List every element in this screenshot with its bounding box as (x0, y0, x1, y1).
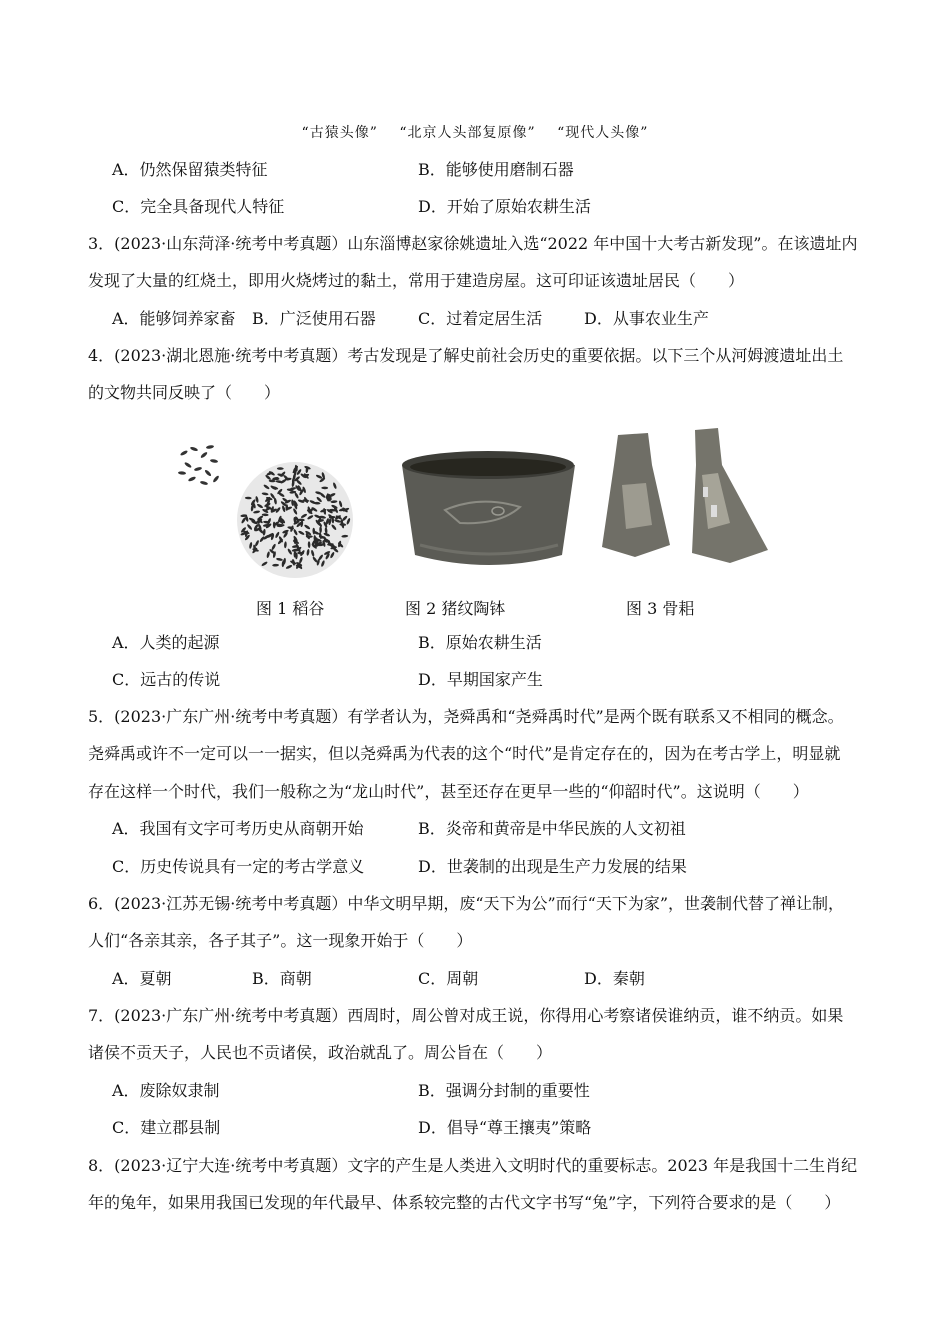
option-b[interactable]: B．能够使用磨制石器 (418, 160, 574, 179)
option-d[interactable]: D．倡导“尊王攘夷”策略 (418, 1118, 592, 1137)
question-5-text-line-3: 存在这样一个时代，我们一般称之为“龙山时代”，甚至还存在更早一些的“仰韶时代”。这说明（ ） (88, 782, 809, 801)
option-b[interactable]: B．商朝 (252, 969, 312, 988)
option-a[interactable]: A．人类的起源 (112, 633, 220, 652)
previous-figure-captions (0, 122, 950, 142)
rice-grains-large-image (237, 462, 353, 578)
option-a[interactable]: A．仍然保留猿类特征 (112, 160, 268, 179)
option-b[interactable]: B．原始农耕生活 (418, 633, 542, 652)
option-d[interactable]: D．早期国家产生 (418, 670, 543, 689)
question-5-text-line-2: 尧舜禹或许不一定可以一一据实，但以尧舜禹为代表的这个“时代”是肯定存在的，因为在考古学上，明显就 (88, 744, 841, 763)
figure-1-caption: 图 1 稻谷 (256, 599, 325, 618)
question-8-text-line-1: 8．(2023·辽宁大连·统考中考真题）文字的产生是人类进入文明时代的重要标志。2023 年是我国十二生肖纪 (88, 1156, 858, 1175)
question-3-text-line-1: 3．(2023·山东菏泽·统考中考真题）山东淄博赵家徐姚遗址入选“2022 年中国十大考古新发现”。在该遗址内 (88, 234, 858, 253)
option-c[interactable]: C．历史传说具有一定的考古学意义 (112, 857, 365, 876)
question-5-text-line-1: 5．(2023·广东广州·统考中考真题）有学者认为，尧舜禹和“尧舜禹时代”是两个既有联系又不相同的概念。 (88, 707, 844, 726)
pig-pattern-pottery-bowl-image (402, 451, 575, 565)
option-c[interactable]: C．完全具备现代人特征 (112, 197, 285, 216)
option-b[interactable]: B．广泛使用石器 (252, 309, 376, 328)
option-a[interactable]: A．我国有文字可考历史从商朝开始 (112, 819, 364, 838)
figure-2-caption: 图 2 猪纹陶钵 (405, 599, 506, 618)
question-3-text-line-2: 发现了大量的红烧土，即用火烧烤过的黏土，常用于建造房屋。这可印证该遗址居民（ ） (88, 271, 745, 290)
bone-spade-image (602, 428, 768, 563)
hemudu-artifacts-figure (170, 425, 790, 585)
option-a[interactable]: A．废除奴隶制 (112, 1081, 220, 1100)
option-a[interactable]: A．夏朝 (112, 969, 172, 988)
option-c[interactable]: C．过着定居生活 (418, 309, 543, 328)
caption-modern-head: “现代人头像” (557, 125, 649, 141)
option-d[interactable]: D．从事农业生产 (584, 309, 709, 328)
option-b[interactable]: B．强调分封制的重要性 (418, 1081, 590, 1100)
question-4-text-line-1: 4．(2023·湖北恩施·统考中考真题）考古发现是了解史前社会历史的重要依据。以下三个从河姆渡遗址出土 (88, 346, 844, 365)
rice-grains-small-image (176, 443, 224, 487)
figure-3-caption: 图 3 骨耜 (626, 599, 695, 618)
option-d[interactable]: D．秦朝 (584, 969, 645, 988)
option-c[interactable]: C．远古的传说 (112, 670, 221, 689)
question-7-text-line-1: 7．(2023·广东广州·统考中考真题）西周时，周公曾对成王说，你得用心考察诸侯谁纳贡，谁不纳贡。如果 (88, 1006, 844, 1025)
option-b[interactable]: B．炎帝和黄帝是中华民族的人文初祖 (418, 819, 686, 838)
option-a[interactable]: A．能够饲养家畜 (112, 309, 236, 328)
question-7-text-line-2: 诸侯不贡天子，人民也不贡诸侯，政治就乱了。周公旨在（ ） (88, 1043, 553, 1062)
option-d[interactable]: D．开始了原始农耕生活 (418, 197, 591, 216)
caption-ape-head: “古猿头像” (301, 125, 378, 141)
option-c[interactable]: C．周朝 (418, 969, 479, 988)
option-c[interactable]: C．建立郡县制 (112, 1118, 221, 1137)
question-8-text-line-2: 年的兔年，如果用我国已发现的年代最早、体系较完整的古代文字书写“兔”字，下列符合要求的是（ ） (88, 1193, 841, 1212)
option-d[interactable]: D．世袭制的出现是生产力发展的结果 (418, 857, 687, 876)
question-6-text-line-2: 人们“各亲其亲，各子其子”。这一现象开始于（ ） (88, 931, 473, 950)
question-4-text-line-2: 的文物共同反映了（ ） (88, 383, 281, 402)
caption-peking-man-head: “北京人头部复原像” (399, 125, 536, 141)
question-6-text-line-1: 6．(2023·江苏无锡·统考中考真题）中华文明早期，废“天下为公”而行“天下为家”，世袭制代替了禅让制， (88, 894, 845, 913)
